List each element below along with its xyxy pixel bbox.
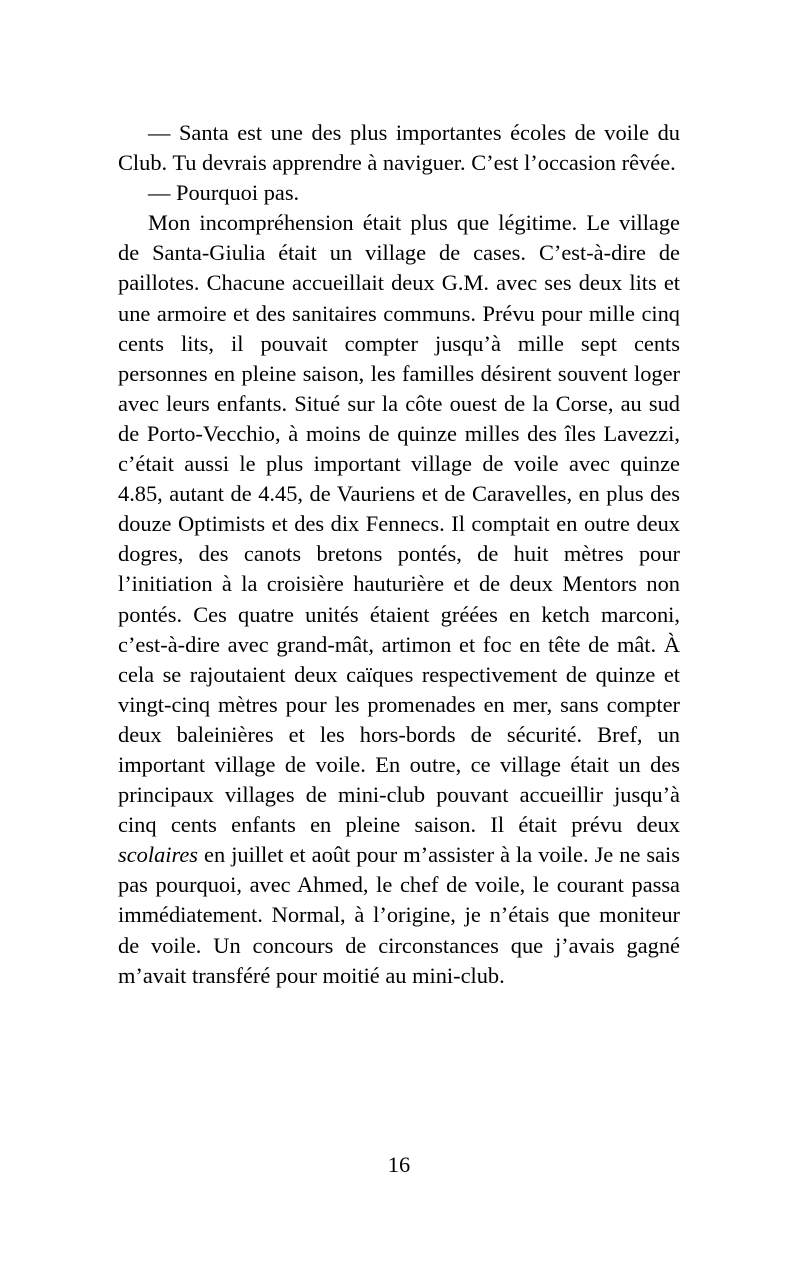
page-body (118, 118, 680, 991)
dialogue-paragraph-2: — Pourquoi pas. (148, 180, 300, 206)
narrative-text-start: Mon incompréhension était plus que légitime. Le village de Santa-Giulia était un village de cases. C’est-à-dire de paillotes. Chacune accueillait deux G.M. avec ses deux lits et une armoire et des sanitaires communs. Prévu pour mille cinq cents lits, il pouvait compter jusqu’à mille sept cents personnes en pleine saison, les familles désirent souvent loger avec leurs enfants. Situé sur la côte ouest de la Corse, au sud de Porto-Vecchio, à moins de quinze milles des îles Lavezzi, c’était aussi le plus important village de voile avec quinze 4.85, autant de 4.45, de Vauriens et de Caravelles, en plus des douze Optimists et des dix Fennecs. Il comptait en outre deux dogres, des canots bretons pontés, de huit mètres pour l’initiation à la croisière hauturière et de deux Mentors non pontés. Ces quatre unités étaient gréées en ketch marconi, c’est-à-dire avec grand-mât, artimon et foc en tête de mât. À cela se rajoutaient deux caïques respectivement de quinze et vingt-cinq mètres pour les promenades en mer, sans compter deux baleinières et les hors-bords de sécurité. Bref, un important village de voile. En outre, ce village était un des principaux villages de mini-club pouvant accueillir jusqu’à cinq cents enfants en pleine saison. Il était prévu deux (118, 210, 680, 838)
page-number: 16 (387, 1152, 411, 1177)
dialogue-paragraph-1: — Santa est une des plus importantes écoles de voile du Club. Tu devrais apprendre à naviguer. C’est l’occasion rêvée. (118, 120, 680, 176)
narrative-text-end: en juillet et août pour m’assister à la voile. Je ne sais pas pourquoi, avec Ahmed, le chef de voile, le courant passa immédiatement. Normal, à l’origine, je n’étais que moniteur de voile. Un concours de circonstances que j’avais gagné m’avait transféré pour moitié au mini-club. (118, 842, 680, 988)
narrative-paragraph (118, 208, 680, 990)
italic-word: scolaires (118, 842, 199, 868)
